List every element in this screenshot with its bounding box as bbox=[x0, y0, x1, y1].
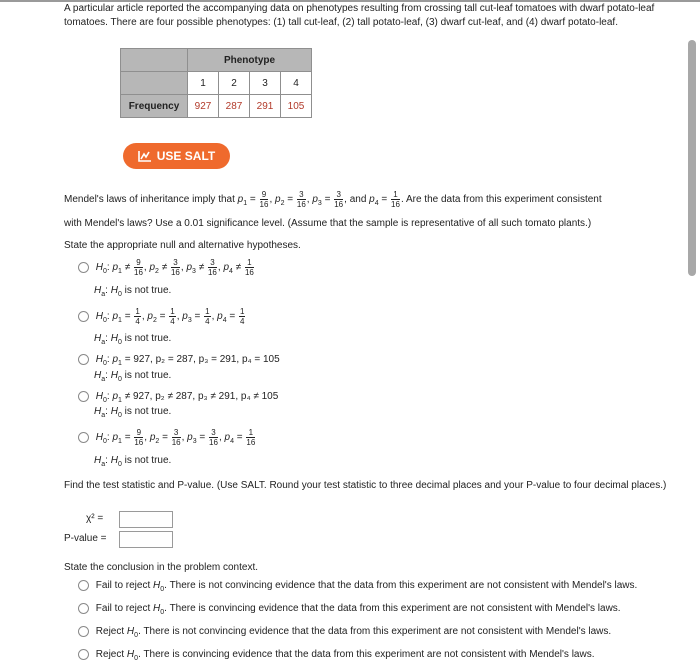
mendel-statement: Mendel's laws of inheritance imply that $p_1$ = $\frac{9}{16}$ , $p_2$ = $\frac{3}{16}$ , $p_3$ = $\frac{3}{16}$ , and $p_4$ = $\frac{1}{16}$ . Are the data from this experiment consistent bbox=[64, 190, 602, 209]
phenotype-table bbox=[120, 48, 312, 118]
alt-hypothesis-4: $H_a$: $H_0$ is not true. bbox=[94, 406, 172, 419]
mendel-statement-line2: with Mendel's laws? Use a 0.01 significance level. (Assume that the sample is representative of all such tomato plants.) bbox=[64, 218, 592, 229]
radio-button[interactable] bbox=[78, 580, 89, 591]
radio-button[interactable] bbox=[78, 391, 89, 402]
alt-hypothesis-2: $H_a$: $H_0$ is not true. bbox=[94, 333, 172, 346]
radio-button[interactable] bbox=[78, 649, 89, 660]
col-header: 1 bbox=[188, 72, 219, 95]
find-prompt: Find the test statistic and P-value. (Use SALT. Round your test statistic to three decimal places and your P-value to four decimal places.) bbox=[64, 480, 667, 491]
col-header: 2 bbox=[219, 72, 250, 95]
conclusion-option-4[interactable]: Reject $H_0$. There is convincing evidence that the data from this experiment are not consistent with Mendel's laws. bbox=[78, 649, 594, 662]
conclusion-option-2[interactable]: Fail to reject $H_0$. There is convincing evidence that the data from this experiment are not consistent with Mendel's laws. bbox=[78, 603, 621, 616]
hypothesis-option-3[interactable]: $H_0$: $p_1 = 927$, p₂ = 287, p₃ = 291, p₄ = 105 bbox=[78, 354, 280, 367]
radio-button[interactable] bbox=[78, 354, 89, 365]
fraction: $\frac{3}{16}$ bbox=[334, 190, 344, 209]
alt-hypothesis-3: $H_a$: $H_0$ is not true. bbox=[94, 370, 172, 383]
pvalue-input[interactable] bbox=[119, 531, 173, 548]
freq-cell: 291 bbox=[250, 95, 281, 118]
use-salt-label: USE SALT bbox=[156, 149, 216, 163]
freq-cell: 927 bbox=[188, 95, 219, 118]
radio-button[interactable] bbox=[78, 262, 89, 273]
radio-button[interactable] bbox=[78, 432, 89, 443]
freq-cell: 105 bbox=[281, 95, 312, 118]
hypothesis-option-2[interactable]: $H_0$: $p_1$ = $\frac{1}{4}$ , $p_2$ = $\frac{1}{4}$ , $p_3$ = $\frac{1}{4}$ , $p_4$ = $\frac{1}{4}$ bbox=[78, 307, 246, 326]
alt-hypothesis-5: $H_a$: $H_0$ is not true. bbox=[94, 455, 172, 468]
scrollbar[interactable] bbox=[688, 40, 696, 276]
chi-square-label: χ² = bbox=[86, 513, 104, 524]
fraction: $\frac{9}{16}$ bbox=[259, 190, 269, 209]
use-salt-button[interactable] bbox=[123, 143, 230, 169]
conclusion-option-3[interactable]: Reject $H_0$. There is not convincing evidence that the data from this experiment are not consistent with Mendel's laws. bbox=[78, 626, 611, 639]
hypothesis-option-4[interactable]: $H_0$: $p_1 \ne 927$, p₂ ≠ 287, p₃ ≠ 291, p₄ ≠ 105 bbox=[78, 391, 278, 404]
col-header: 4 bbox=[281, 72, 312, 95]
conclusion-prompt: State the conclusion in the problem context. bbox=[64, 562, 259, 573]
fraction: $\frac{1}{16}$ bbox=[391, 190, 400, 209]
pvalue-label: P-value = bbox=[64, 533, 107, 544]
conclusion-option-1[interactable]: Fail to reject $H_0$. There is not convincing evidence that the data from this experiment are not consistent with Mendel's laws. bbox=[78, 580, 637, 593]
radio-button[interactable] bbox=[78, 603, 89, 614]
chi-square-input[interactable] bbox=[119, 511, 173, 528]
hypothesis-option-5[interactable]: $H_0$: $p_1$ = $\frac{9}{16}$ , $p_2$ = $\frac{3}{16}$ , $p_3$ = $\frac{3}{16}$ , $p_4$ = $\frac{1}{16}$ bbox=[78, 428, 256, 447]
hypothesis-option-1[interactable]: $H_0$: $p_1$ ≠ $\frac{9}{16}$ , $p_2$ ≠ $\frac{3}{16}$ , $p_3$ ≠ $\frac{3}{16}$ , $p_4$ ≠ $\frac{1}{16}$ bbox=[78, 258, 255, 277]
row-label: Frequency bbox=[121, 95, 188, 118]
phenotype-header: Phenotype bbox=[188, 49, 312, 72]
radio-button[interactable] bbox=[78, 311, 89, 322]
freq-cell: 287 bbox=[219, 95, 250, 118]
fraction: $\frac{3}{16}$ bbox=[296, 190, 306, 209]
radio-button[interactable] bbox=[78, 626, 89, 637]
salt-chart-icon bbox=[138, 150, 152, 162]
alt-hypothesis-1: $H_a$: $H_0$ is not true. bbox=[94, 285, 172, 298]
col-header: 3 bbox=[250, 72, 281, 95]
problem-intro: A particular article reported the accompanying data on phenotypes resulting from crossing tall cut-leaf tomatoes with dwarf potato-leaf tomatoes. There are four possible phenotypes: (1) tall cut-leaf, (2) tall potato-leaf, (3) dwarf cut-leaf, and (4) dwarf potato-leaf. bbox=[64, 3, 655, 28]
hypotheses-prompt: State the appropriate null and alternative hypotheses. bbox=[64, 240, 301, 251]
